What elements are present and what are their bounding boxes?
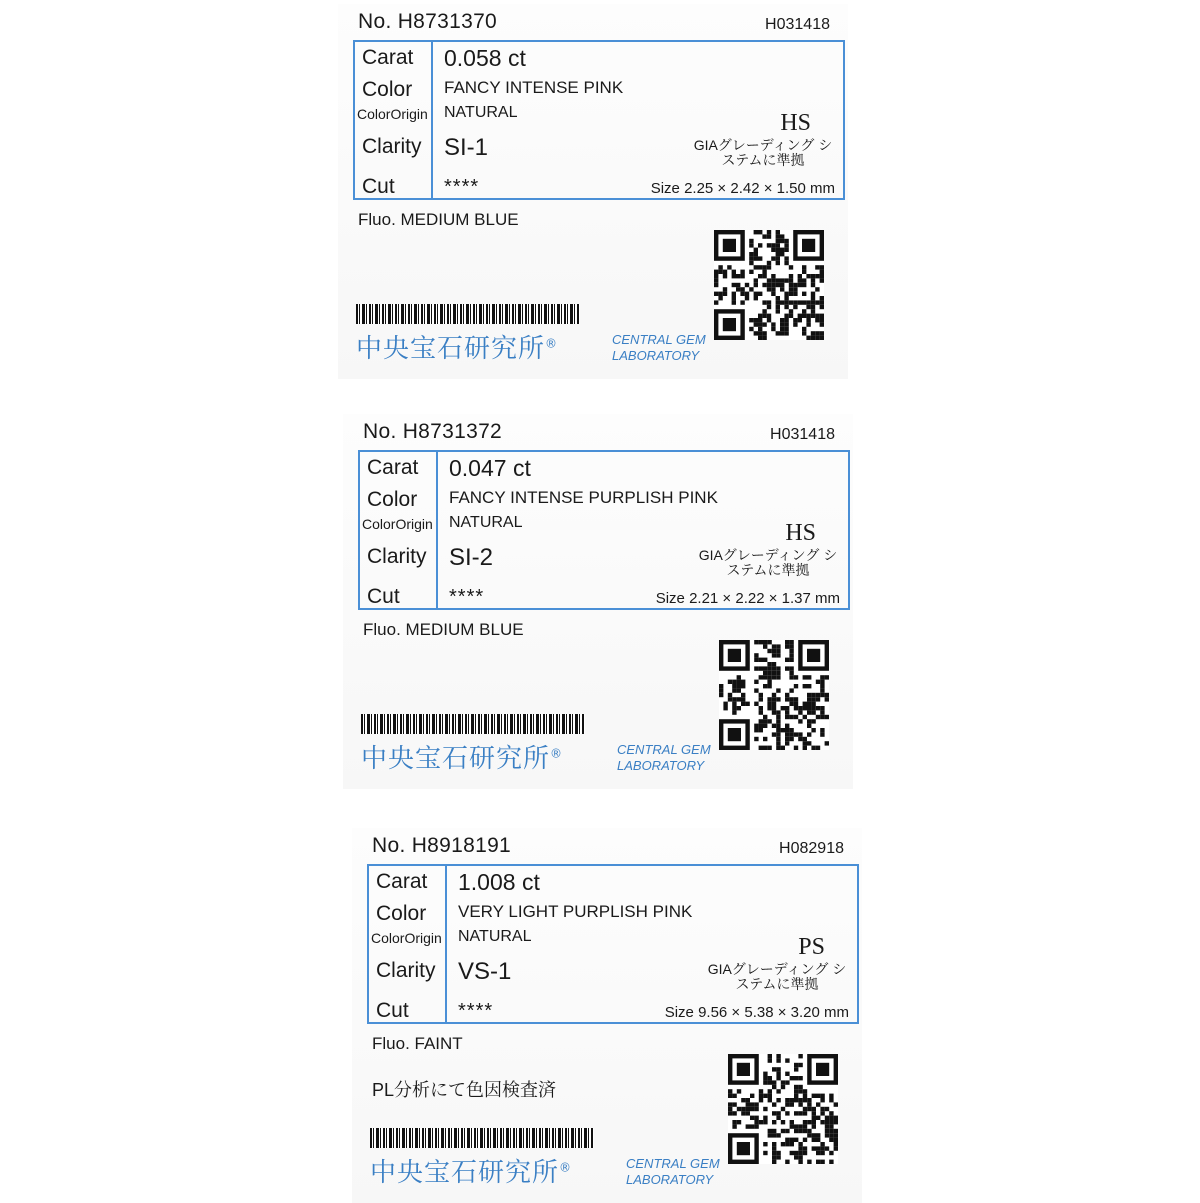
certificate-card-1 (338, 4, 848, 379)
color-label: Color (367, 488, 418, 511)
size-value: Size 2.21 × 2.22 × 1.37 mm (655, 590, 840, 607)
lab-name-en: CENTRAL GEM LABORATORY (626, 1156, 720, 1187)
size-value: Size 2.25 × 2.42 × 1.50 mm (650, 180, 835, 197)
clarity-value: SI-1 (444, 134, 489, 161)
color-value: VERY LIGHT PURPLISH PINK (458, 902, 693, 921)
color-origin-label: ColorOrigin (357, 106, 428, 122)
certificate-code: H031418 (765, 16, 830, 33)
cut-value: **** (458, 1000, 494, 1022)
color-label: Color (376, 902, 427, 925)
clarity-label: Clarity (367, 545, 427, 568)
lab-name-en: CENTRAL GEM LABORATORY (612, 332, 706, 363)
system-code: HS (785, 520, 816, 546)
cut-label: Cut (376, 999, 409, 1022)
lab-name-en: CENTRAL GEM LABORATORY (617, 742, 711, 773)
certificate-number: No. H8731372 (363, 420, 503, 443)
cut-label: Cut (367, 585, 400, 608)
lab-name-jp: 中央宝石研究所® (361, 744, 564, 774)
carat-label: Carat (367, 456, 419, 479)
grading-table (353, 40, 845, 200)
certificate-number: No. H8918191 (372, 834, 512, 857)
size-value: Size 9.56 × 5.38 × 3.20 mm (664, 1004, 849, 1021)
carat-value: 0.047 ct (449, 455, 531, 481)
lab-name-jp: 中央宝石研究所® (370, 1158, 573, 1188)
clarity-value: SI-2 (449, 544, 494, 571)
qr-code (728, 1054, 838, 1164)
barcode (356, 304, 580, 324)
color-origin-value: NATURAL (458, 928, 532, 945)
clarity-label: Clarity (362, 135, 422, 158)
color-value: FANCY INTENSE PINK (444, 78, 624, 97)
barcode (361, 714, 585, 734)
certificate-code: H082918 (779, 840, 844, 857)
system-code: HS (780, 110, 811, 136)
certificate-number: No. H8731370 (358, 10, 498, 33)
cut-value: **** (449, 586, 485, 608)
certificate-card-3 (352, 828, 862, 1203)
certificate-card-2 (343, 414, 853, 789)
barcode (370, 1128, 594, 1148)
grading-table (358, 450, 850, 610)
color-origin-label: ColorOrigin (362, 516, 433, 532)
grading-system-note: GIAグレーディング システムに準拠 (693, 137, 833, 168)
color-origin-value: NATURAL (444, 104, 518, 121)
system-code: PS (798, 934, 825, 960)
qr-code (719, 640, 829, 750)
qr-code (714, 230, 824, 340)
color-value: FANCY INTENSE PURPLISH PINK (449, 488, 718, 507)
certificate-code: H031418 (770, 426, 835, 443)
analysis-note: PL分析にて色因検査済 (372, 1080, 557, 1100)
color-label: Color (362, 78, 413, 101)
carat-value: 0.058 ct (444, 45, 526, 71)
clarity-label: Clarity (376, 959, 436, 982)
fluorescence: Fluo. FAINT (372, 1034, 463, 1053)
fluorescence: Fluo. MEDIUM BLUE (363, 620, 524, 639)
grading-table (367, 864, 859, 1024)
grading-system-note: GIAグレーディング システムに準拠 (707, 961, 847, 992)
color-origin-value: NATURAL (449, 514, 523, 531)
carat-label: Carat (362, 46, 414, 69)
color-origin-label: ColorOrigin (371, 930, 442, 946)
grading-system-note: GIAグレーディング システムに準拠 (698, 547, 838, 578)
fluorescence: Fluo. MEDIUM BLUE (358, 210, 519, 229)
clarity-value: VS-1 (458, 958, 512, 985)
cut-label: Cut (362, 175, 395, 198)
lab-name-jp: 中央宝石研究所® (356, 334, 559, 364)
cut-value: **** (444, 176, 480, 198)
carat-label: Carat (376, 870, 428, 893)
carat-value: 1.008 ct (458, 869, 540, 895)
